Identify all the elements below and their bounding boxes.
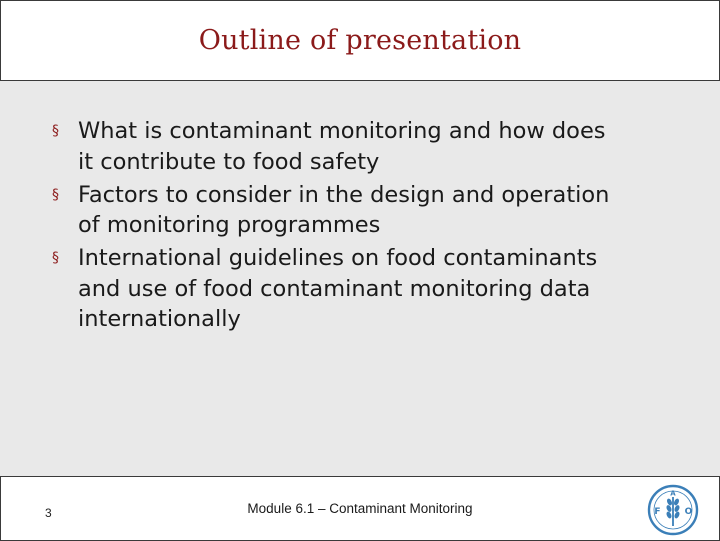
slide-content bbox=[0, 81, 720, 476]
bullet-line: internationally bbox=[78, 306, 241, 332]
bullet-item bbox=[46, 180, 686, 241]
logo-letter: F bbox=[654, 507, 661, 517]
logo-letter: O bbox=[684, 507, 693, 517]
slide-title: Outline of presentation bbox=[198, 25, 522, 56]
bullet-line: and use of food contaminant monitoring data bbox=[78, 275, 591, 302]
bullet-marker-icon: § bbox=[52, 250, 59, 266]
module-label: Module 6.1 – Contaminant Monitoring bbox=[247, 501, 473, 516]
bullet-marker-icon: § bbox=[52, 123, 59, 139]
page-number: 3 bbox=[45, 506, 52, 520]
bullet-item bbox=[46, 243, 686, 335]
bullet-line: of monitoring programmes bbox=[78, 212, 381, 238]
bullet-line: What is contaminant monitoring and how does bbox=[78, 118, 606, 144]
bullet-marker-icon: § bbox=[52, 186, 59, 203]
title-bar bbox=[0, 0, 720, 81]
bullet-list bbox=[46, 116, 686, 337]
logo-letter: A bbox=[670, 489, 676, 498]
bullet-line: it contribute to food safety bbox=[78, 148, 380, 175]
bullet-line: International guidelines on food contaminants bbox=[78, 245, 598, 271]
footer-bar bbox=[0, 476, 720, 541]
fao-logo-icon bbox=[647, 484, 699, 536]
bullet-line: Factors to consider in the design and operation bbox=[78, 181, 610, 208]
bullet-item bbox=[46, 116, 686, 177]
